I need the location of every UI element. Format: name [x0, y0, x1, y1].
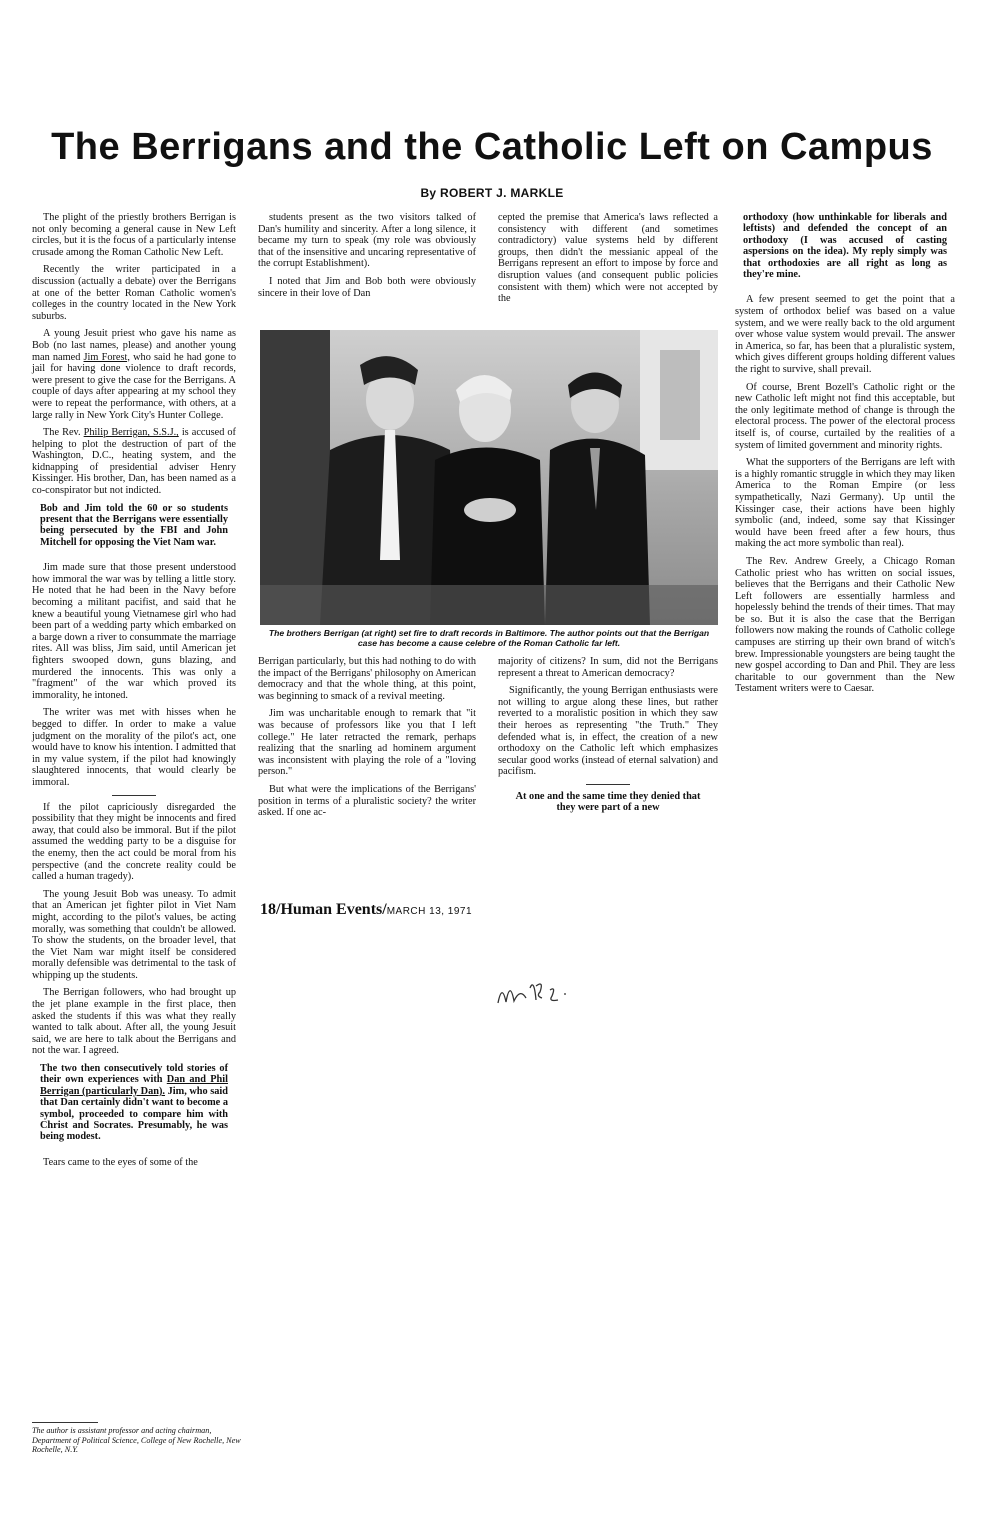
section-divider — [112, 795, 156, 796]
paragraph: A few present seemed to get the point that a system of orthodox belief was based on a value system, and we were really back to the old argument over whose value system would prevail. The answer in America, so far, has been that a pluralistic system, which gives different groups holding different values the right to survive, shall prevail. — [735, 294, 955, 375]
paragraph: Significantly, the young Berrigan enthusiasts were not willing to argue along these lines, but rather reverted to a moralistic position in which they saw their heroes as representing "the Truth." They defended what is, in effect, the creation of a new orthodoxy on the Catholic left which emphasizes secular good works (instead of eternal salvation) and pacifism. — [498, 685, 718, 778]
paragraph: Berrigan particularly, but this had nothing to do with the impact of the Berrigans' philosophy on American democracy and that the whole thing, at this point, was beginning to smack of a revival meeting. — [258, 656, 476, 702]
publication-date: MARCH 13, 1971 — [386, 906, 473, 917]
text-run: Jim, who said that Dan certainly didn't want to become a symbol, proceeded to compare him with Christ and Socrates. Presumably, he was being modest. — [40, 1085, 228, 1143]
paragraph: Jim was uncharitable enough to remark that "it was because of professors like you that I left college." He later retracted the remark, perhaps realizing that the snarling ad hominem argument was inconsistent with playing the role of a "loving person." — [258, 708, 476, 778]
underlined-name: Philip Berrigan, S.S.J., — [83, 427, 179, 439]
pull-quote — [40, 1063, 228, 1143]
paragraph: I noted that Jim and Bob both were obviously sincere in their love of Dan — [258, 275, 476, 299]
paragraph: The plight of the priestly brothers Berrigan is not only becoming a general cause in New Left circles, but it is the focus of a particularly intense crusade among the Roman Catholic New Left. — [32, 212, 236, 258]
section-divider — [586, 784, 630, 785]
paragraph: The Berrigan followers, who had brought up the jet plane example in the first place, then asked the students if this was what they really wanted to talk about. After all, the young Jesuit said, we are here to talk about the Berrigans and not the war. I agreed. — [32, 987, 236, 1057]
paragraph: students present as the two visitors talked of Dan's humility and sincerity. After a long silence, it became my turn to speak (my role was obviously that of the insensitive and uncaring representative of the corrupt Establishment). — [258, 212, 476, 270]
paragraph: Jim made sure that those present understood how immoral the war was by telling a little story. He noted that he had been in the Navy before becoming a militant pacifist, and said that he knew a beautiful young Vietnamese girl who had been part of a wedding party which embarked on a barge down a river to consummate the marriage rites. All was bliss, Jim said, until American jet fighters swooped down, guns blazing, and murdered the innocents. This was only a "fragment" of the war which proved its immorality, he intoned. — [32, 562, 236, 701]
paragraph — [32, 328, 236, 421]
publication-name: 18/Human Events/ — [260, 901, 387, 918]
column-4 — [735, 212, 955, 701]
author-note: The author is assistant professor and acting chairman, Department of Political Science, College of New Rochelle, New Rochelle, N.Y. — [32, 1426, 241, 1455]
paragraph: majority of citizens? In sum, did not the Berrigans represent a threat to American democracy? — [498, 656, 718, 679]
paragraph: The young Jesuit Bob was uneasy. To admit that an American jet fighter pilot in Viet Nam might, according to the pilot's values, be acting morally, was something that couldn't be allowed. To show the students, on the broader level, that the Viet Nam war might itself be considered morally defensible was detrimental to the task of whipping up the students. — [32, 888, 236, 981]
paragraph: What the supporters of the Berrigans are left with is a highly romantic struggle in which they may liken America to the Roman Empire (or less sympathetically, Nazi Germany). Up until the Kissinger case, their actions have been highly symbolic (and, indeed, some say that Kissinger would have been freed after a few hours, thus making the act more symbolic than real). — [735, 457, 955, 550]
handwritten-mark — [490, 968, 590, 1018]
page-folio — [260, 901, 472, 919]
column-3-top — [498, 212, 718, 311]
paragraph: The Rev. Andrew Greely, a Chicago Roman Catholic priest who has written on social issues, believes that the Berrigans and their Catholic New Left followers are essentially harmless and hopelessly behind the trends of their times. That may be so. But it is also the case that the Berrigan followers now making the rounds of Catholic college campuses are stirring up their own brand of witch's brew. Impressionable youngsters are being taught the new gospel according to Dan and Phil. They are less charitable to our government than the New Testament writers were to Caesar. — [735, 555, 955, 695]
underlined-name: Jim Forest, — [83, 351, 130, 363]
pull-quote: Bob and Jim told the 60 or so students present that the Berrigans were essentially being persecuted by the FBI and John Mitchell for opposing the Viet Nam war. — [40, 502, 228, 548]
text-run: A young Jesuit priest who gave his name as Bob (no last names, please) and another young man named — [32, 328, 236, 363]
text-run: The two then consecutively told stories of their own experiences with — [40, 1063, 228, 1086]
paragraph: The writer was met with hisses when he begged to differ. In order to make a value judgment on the morality of the pilot's act, one would have to know his intention. I admitted that in my value system, if the pilot had knowingly slaughtered innocents, that would clearly be immoral. — [32, 707, 236, 788]
paragraph: Tears came to the eyes of some of the — [43, 1156, 198, 1168]
article-photo — [260, 330, 718, 625]
paragraph: cepted the premise that America's laws reflected a consistency with different (and sometimes contradictory) value systems held by different groups, then didn't the messianic appeal of the Berrigans represent an effort to impose by force and disruption values (and consequent public policies consistent with them) which were not accepted by the — [498, 212, 718, 305]
paragraph — [32, 427, 236, 497]
column-1 — [32, 212, 236, 1174]
pull-quote: At one and the same time they denied that they were part of a new — [515, 790, 701, 814]
byline: By ROBERT J. MARKLE — [420, 186, 564, 200]
paragraph: If the pilot capriciously disregarded the possibility that they might be innocents and fired away, that could also be immoral. But if the pilot assumed the wedding party to be a disguise for the enemy, then the act could be moral from his perspective (and the concrete reality could be called a human tragedy). — [32, 801, 236, 883]
pull-quote: orthodoxy (how unthinkable for liberals and leftists) and defended the concept of an orthodoxy (I was accused of casting aspersions on the idea). My reply simply was that orthodoxies are all right as long as they're mine. — [743, 212, 947, 281]
column-3-bottom — [498, 656, 718, 828]
column-2-top — [258, 212, 476, 305]
photo-caption: The brothers Berrigan (at right) set fire to draft records in Baltimore. The author points out that the Berrigan case has become a cause celebre of the Roman Catholic far left. — [268, 628, 710, 648]
author-note-rule — [32, 1422, 98, 1423]
article-title: The Berrigans and the Catholic Left on Campus — [51, 126, 933, 168]
text-run: The Rev. — [43, 427, 84, 439]
paragraph: Recently the writer participated in a discussion (actually a debate) over the Berrigans at one of the better Roman Catholic women's colleges in the country located in the New York suburbs. — [32, 264, 236, 322]
paragraph: But what were the implications of the Berrigans' position in terms of a pluralistic society? the writer asked. If one ac- — [258, 783, 476, 819]
underlined-name: Dan and Phil Berrigan (particularly Dan). — [40, 1074, 228, 1097]
text-run: who said he had gone to jail for having done violence to draft records, were present to give the case for the Berrigans. A couple of days after appearing at my school they were to repeat the performance, with others, at a large rally in New York City's Hunter College. — [32, 351, 236, 421]
paragraph: Of course, Brent Bozell's Catholic right or the new Catholic left might not find this acceptable, but the only legitimate method of change is through the electoral process. The power of the electoral process itself is, of course, curtailed by the realities of a system of limited government and minority rights. — [735, 381, 955, 451]
text-run: is accused of helping to plot the destruction of part of the Washington, D.C., heating system, and the kidnapping of presidential adviser Henry Kissinger. His brother, Dan, has been named as a co-conspirator but not indicted. — [32, 427, 236, 497]
column-2-bottom — [258, 656, 476, 825]
